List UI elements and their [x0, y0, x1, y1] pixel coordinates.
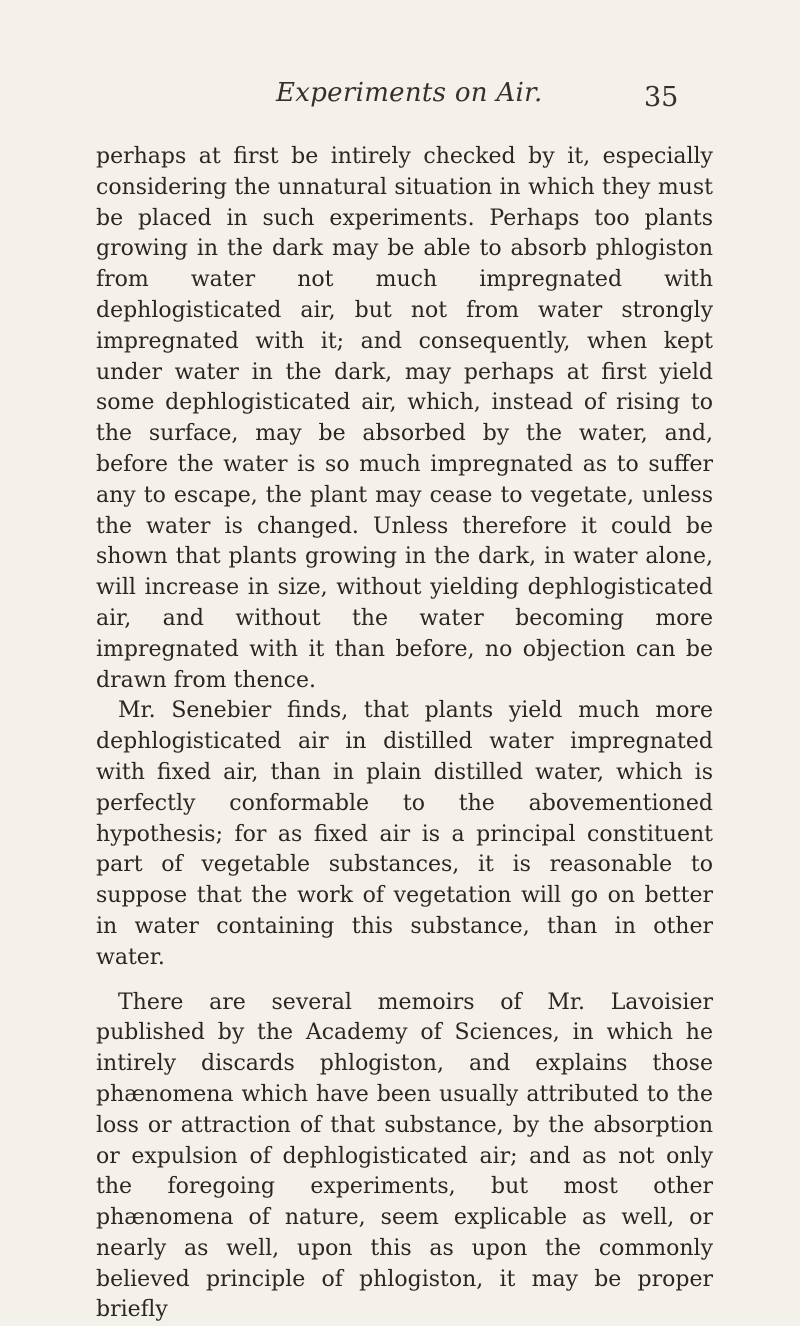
paragraph-continuation: perhaps at first be intirely checked by it, especially considering the unnatural situation in which they must be placed in such experiments. Perhaps too plants growing in the dark may be able to absorb phlogiston from water not much impregnated with dephlogisticated air, but not from water strongly impregnated with it; and consequently, when kept under water in the dark, may perhaps at first yield some dephlogisticated air, which, instead of rising to the surface, may be absorbed by the water, and, before the water is so much impregnated as to suffer any to escape, the plant may cease to vegetate, unless the water is changed. Unless therefore it could be shown that plants growing in the dark, in water alone, will increase in size, without yielding dephlogisticated air, and without the water becoming more impregnated with it than before, no objection can be drawn from thence. [96, 144, 713, 693]
running-title: Experiments on Air. [276, 78, 543, 108]
page-number: 35 [644, 82, 679, 113]
paragraph-senebier: Mr. Senebier finds, that plants yield much more dephlogisticated air in distilled water impregnated with fixed air, than in plain distilled water, which is perfectly conformable to the abovementioned hypothesis; for as fixed air is a principal constituent part of vegetable substances, it is reasonable to suppose that the work of vegetation will go on better in water containing this substance, than in other water. [96, 698, 713, 970]
paragraph-lavoisier: There are several memoirs of Mr. Lavoisier published by the Academy of Sciences, in which he intirely discards phlogiston, and explains those phænomena which have been usually attributed to the loss or attraction of that substance, by the absorption or expulsion of dephlogisticated air; and as not only the foregoing experiments, but most other phænomena of nature, seem explicable as well, or nearly as well, upon this as upon the commonly believed principle of phlogiston, it may be proper briefly [96, 989, 713, 1323]
body-text [96, 142, 713, 1326]
